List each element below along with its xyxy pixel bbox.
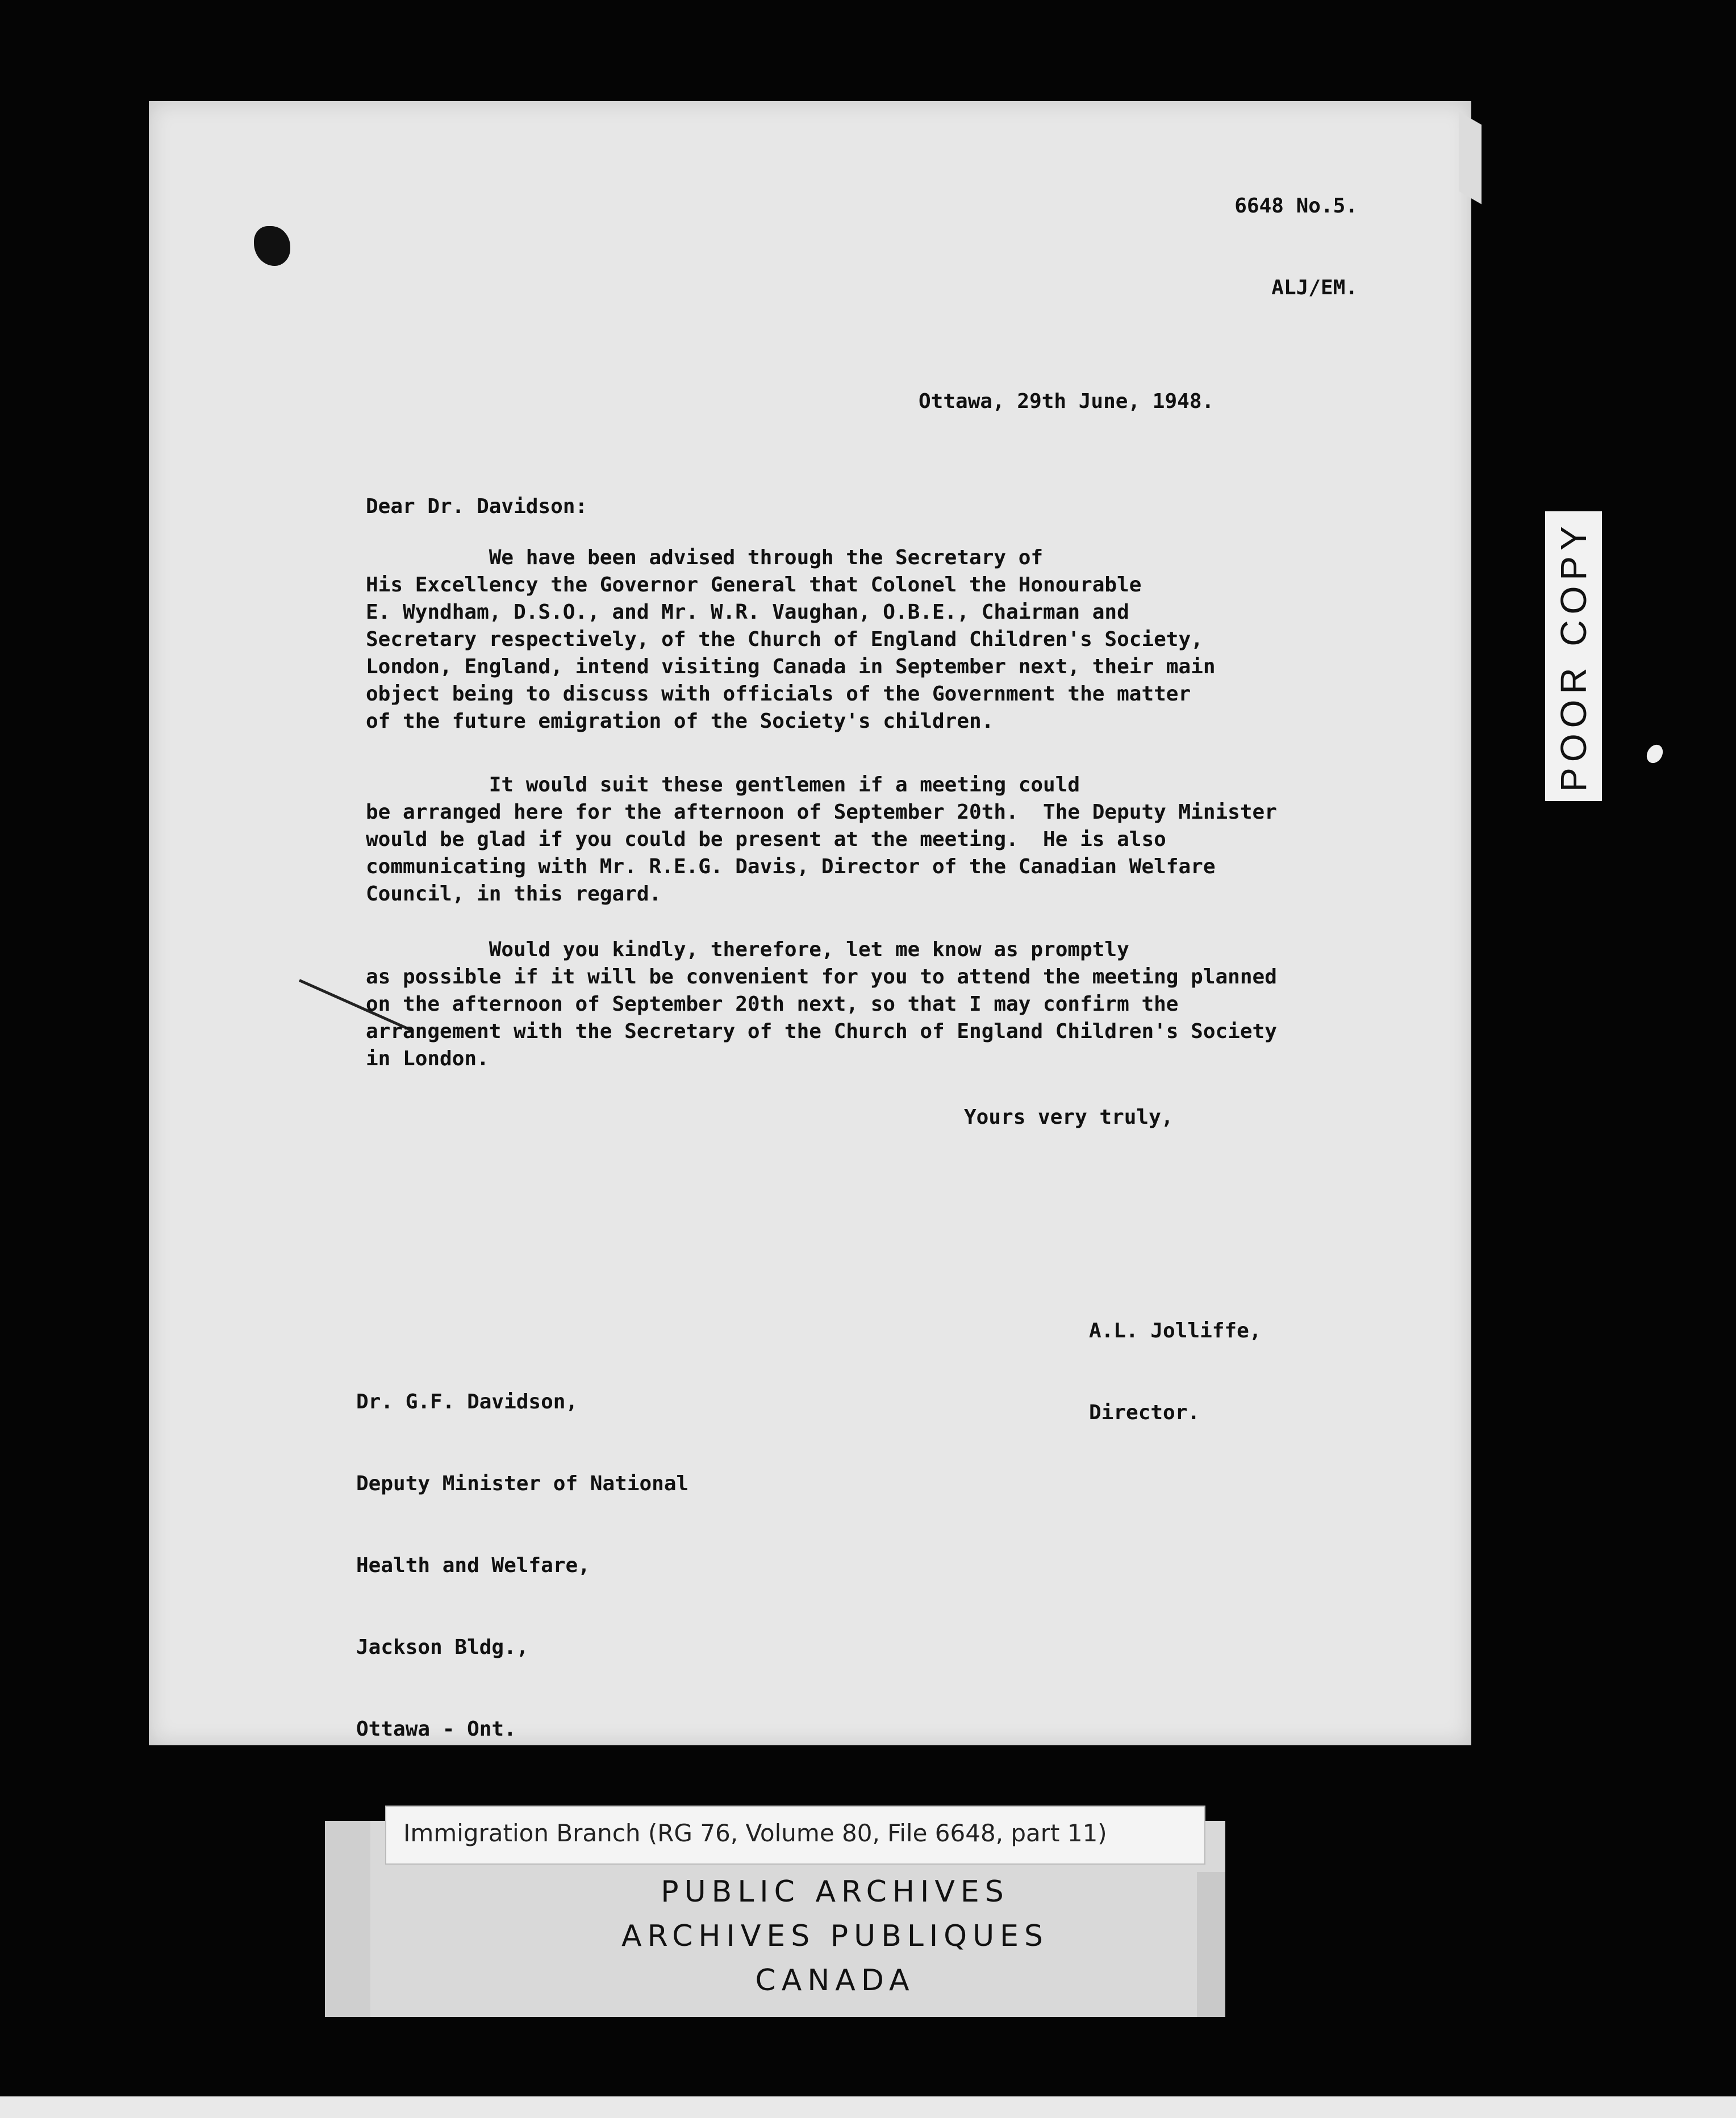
branch-tag — [386, 1807, 1204, 1863]
paragraph-line: Would you kindly, therefore, let me know as promptly — [366, 938, 1129, 961]
paragraph-1 — [366, 544, 1377, 735]
paragraph-line: communicating with Mr. R.E.G. Davis, Director of the Canadian Welfare — [366, 855, 1216, 878]
paragraph-line: would be glad if you could be present at the meeting. He is also — [366, 828, 1166, 851]
paragraph-line: It would suit these gentlemen if a meeting could — [366, 773, 1080, 797]
film-edge-strip — [0, 2096, 1736, 2118]
signature-name: A.L. Jolliffe, — [1089, 1319, 1262, 1342]
poor-copy-stamp — [1545, 511, 1602, 801]
branch-reference: Immigration Branch (RG 76, Volume 80, File 6648, part 11) — [403, 1819, 1107, 1847]
archives-line-country: CANADA — [755, 1963, 915, 1998]
page-corner-tear — [1459, 111, 1482, 204]
address-line: Deputy Minister of National — [356, 1472, 689, 1495]
paragraph-2 — [366, 772, 1377, 908]
paragraph-line: object being to discuss with officials of the Government the matter — [366, 682, 1191, 706]
paragraph-line: Council, in this regard. — [366, 882, 662, 906]
paragraph-line: be arranged here for the afternoon of September 20th. The Deputy Minister — [366, 800, 1277, 824]
letter-page — [149, 101, 1471, 1745]
paragraph-line: E. Wyndham, D.S.O., and Mr. W.R. Vaughan, O.B.E., Chairman and — [366, 601, 1129, 624]
paragraph-line: in London. — [366, 1047, 489, 1070]
signature-block — [1089, 1263, 1261, 1481]
address-line: Health and Welfare, — [356, 1554, 590, 1577]
closing: Yours very truly, — [964, 1106, 1174, 1129]
paragraph-line: Secretary respectively, of the Church of England Children's Society, — [366, 628, 1203, 651]
typist-initials: ALJ/EM. — [1271, 276, 1358, 299]
archives-line-english: PUBLIC ARCHIVES — [661, 1875, 1009, 1909]
paragraph-line: on the afternoon of September 20th next, so that I may confirm the — [366, 993, 1179, 1016]
ink-blot-mark — [254, 226, 290, 266]
archives-line-french: ARCHIVES PUBLIQUES — [621, 1919, 1049, 1953]
paragraph-line: as possible if it will be convenient for you to attend the meeting planned — [366, 965, 1277, 989]
address-line: Ottawa - Ont. — [356, 1717, 516, 1741]
paragraph-line: We have been advised through the Secretary of — [366, 546, 1044, 569]
poor-copy-text: POOR COPY — [1553, 520, 1594, 792]
paragraph-line: arrangement with the Secretary of the Church of England Children's Society — [366, 1020, 1277, 1043]
recipient-address — [356, 1334, 688, 1798]
salutation: Dear Dr. Davidson: — [366, 495, 588, 518]
file-number: 6648 No.5. — [1234, 194, 1358, 218]
paragraph-line: of the future emigration of the Society's children. — [366, 710, 994, 733]
signature-title: Director. — [1089, 1401, 1200, 1424]
paragraph-line: London, England, intend visiting Canada in September next, their main — [366, 655, 1216, 678]
paragraph-3 — [366, 936, 1377, 1073]
letter-date: Ottawa, 29th June, 1948. — [919, 390, 1215, 413]
address-line: Dr. G.F. Davidson, — [356, 1390, 578, 1414]
paragraph-line: His Excellency the Governor General that Colonel the Honourable — [366, 573, 1142, 597]
file-reference — [1234, 138, 1358, 356]
label-left-tab — [325, 1821, 370, 2017]
address-line: Jackson Bldg., — [356, 1636, 529, 1659]
